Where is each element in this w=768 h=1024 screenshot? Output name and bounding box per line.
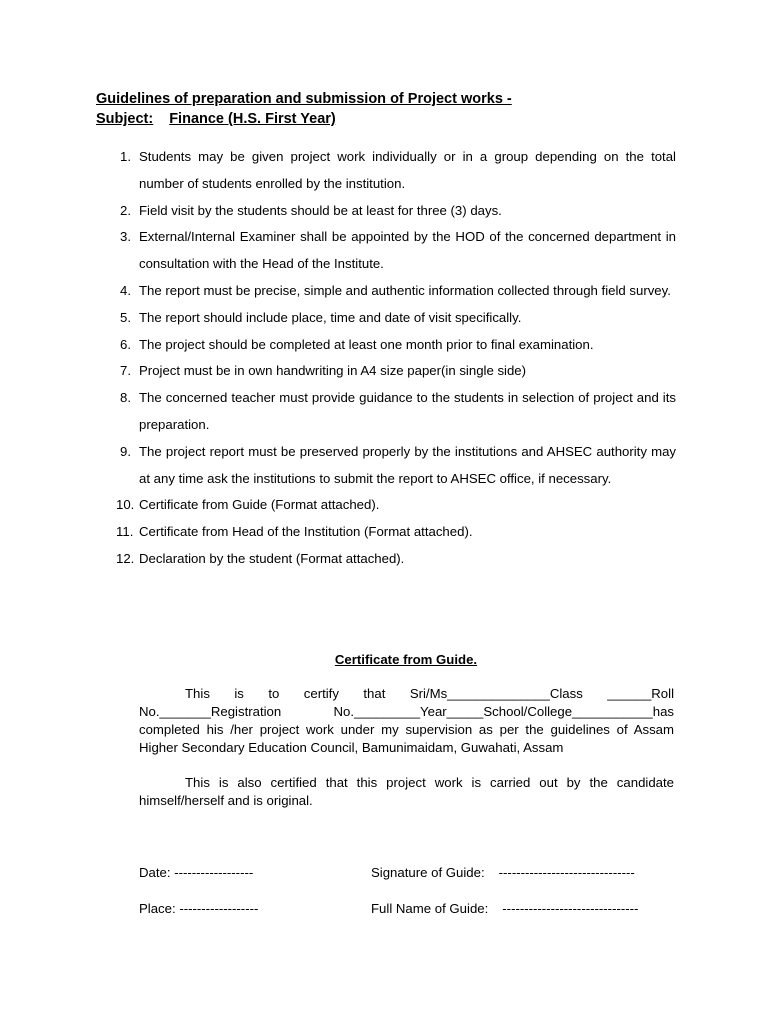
place-field (139, 900, 258, 918)
guideline-number: 1. (120, 149, 131, 164)
guideline-number: 10. (116, 497, 135, 513)
guideline-number: 2. (120, 202, 131, 218)
certificate-body (139, 685, 674, 757)
guide-signature-blank: ------------------------------- (498, 865, 635, 880)
guideline-item (96, 278, 676, 305)
date-field (139, 864, 253, 882)
guide-name-blank: ------------------------------- (502, 901, 639, 916)
date-blank: ------------------ (174, 865, 254, 880)
certificate-heading: Certificate from Guide. (334, 652, 478, 667)
date-label: Date: (139, 865, 171, 880)
guideline-number: 4. (120, 282, 131, 298)
guideline-item (96, 492, 676, 519)
guideline-item (96, 439, 676, 493)
subject-label: Subject: (96, 111, 154, 127)
guideline-text: Students may be given project work individually or in a group depending on the total number of students enrolled by the institution. (139, 149, 676, 191)
guideline-number: 7. (120, 363, 131, 379)
guideline-item (96, 332, 676, 359)
guideline-text: Declaration by the student (Format attached). (139, 550, 405, 566)
guideline-item (96, 305, 676, 332)
guideline-text: Certificate from Head of the Institution (Format attached). (139, 524, 473, 540)
guideline-text: Field visit by the students should be at least for three (3) days. (139, 202, 502, 218)
place-blank: ------------------ (179, 901, 259, 916)
guideline-number: 5. (120, 309, 131, 325)
guideline-text: The project should be completed at least one month prior to final examination. (139, 336, 594, 352)
guideline-item (96, 546, 676, 573)
guideline-text: The report must be precise, simple and authentic information collected through field survey. (139, 282, 671, 298)
guide-name-label: Full Name of Guide: (371, 901, 489, 916)
guideline-number: 3. (120, 229, 131, 245)
guideline-text: Project must be in own handwriting in A4 size paper(in single side) (139, 363, 527, 379)
guideline-number: 12. (116, 550, 135, 566)
guidelines-list (96, 144, 676, 573)
guideline-item (96, 519, 676, 546)
certificate-originality-statement (139, 774, 674, 810)
guideline-item (96, 198, 676, 225)
certificate-originality-text: This is also certified that this project work is carried out by the candidate himself/herself and is original. (139, 775, 674, 808)
certificate-body-text: This is to certify that Sri/Ms______________Class ______Roll No._______Registration No._________Year_____School/College___________has completed his /her project work under my supervision as per the guidelines of Assam Higher Secondary Education Council, Bamunimaidam, Guwahati, Assam (139, 686, 674, 755)
guideline-item (96, 224, 676, 278)
guideline-item (96, 385, 676, 439)
guide-name-field (371, 900, 638, 918)
document-title: Guidelines of preparation and submission of Project works - (96, 91, 512, 107)
guideline-text: The concerned teacher must provide guidance to the students in selection of project and its preparation. (139, 390, 676, 432)
guideline-text: The project report must be preserved properly by the institutions and AHSEC authority may at any time ask the institutions to submit the report to AHSEC office, if necessary. (139, 443, 676, 486)
guide-signature-label: Signature of Guide: (371, 865, 485, 880)
guide-signature-field (371, 864, 635, 882)
guideline-number: 9. (120, 443, 131, 459)
guideline-number: 8. (120, 390, 131, 406)
guideline-item (96, 144, 676, 198)
subject-line (96, 109, 336, 129)
guideline-text: The report should include place, time and date of visit specifically. (139, 309, 522, 325)
place-label: Place: (139, 901, 176, 916)
guideline-number: 6. (120, 336, 131, 352)
subject-value: Finance (H.S. First Year) (169, 111, 336, 127)
guideline-item (96, 358, 676, 385)
guideline-text: External/Internal Examiner shall be appointed by the HOD of the concerned department in consultation with the Head of the Institute. (139, 229, 676, 272)
guideline-text: Certificate from Guide (Format attached). (139, 497, 380, 513)
guideline-number: 11. (116, 524, 134, 540)
